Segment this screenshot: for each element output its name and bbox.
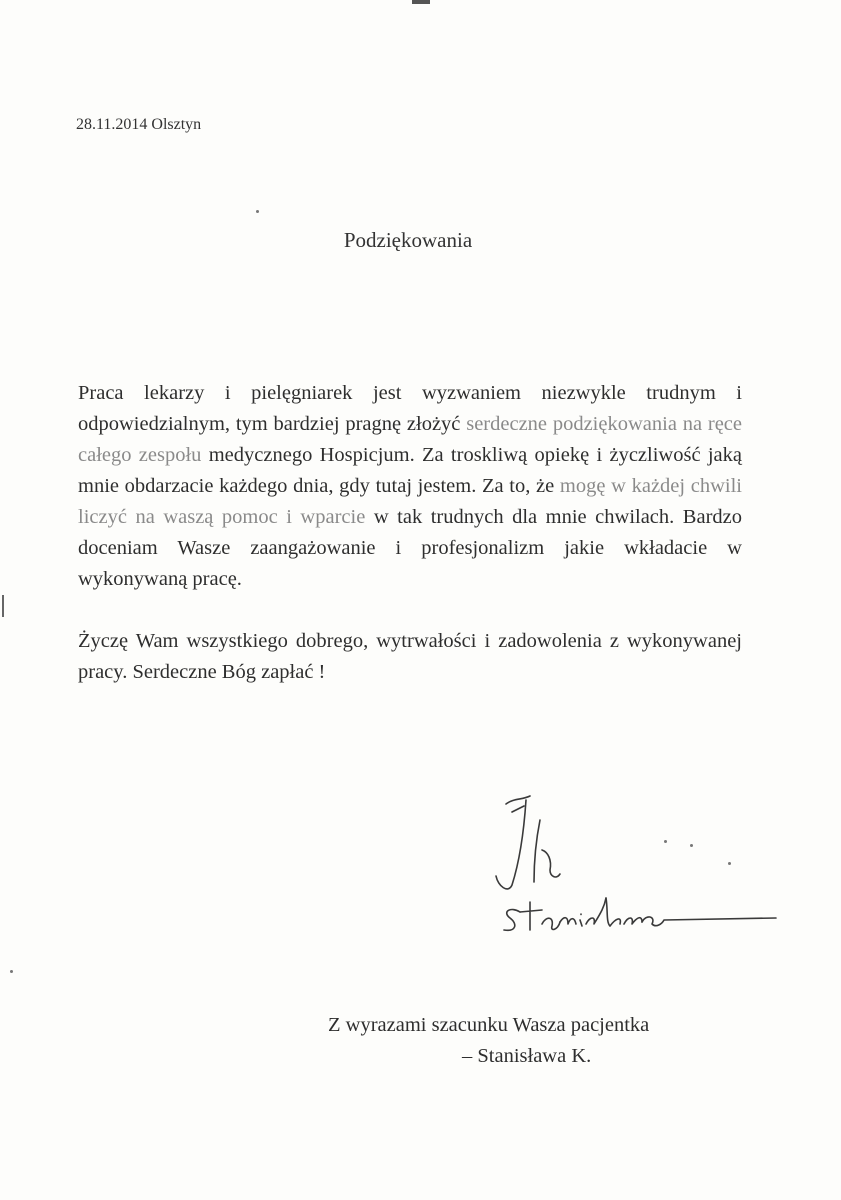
- letter-title: Podziękowania: [343, 228, 473, 252]
- scan-mark-left: [2, 595, 4, 617]
- paragraph-wishes: Życzę Wam wszystkiego dobrego, wytrwałości i zadowolenia z wykonywanej pracy. Serdeczne Bóg zapłać !: [78, 630, 742, 683]
- scan-speck: [256, 210, 259, 213]
- scan-speck: [10, 970, 13, 973]
- paragraph-thanks-part3: w tak trudnych dla mnie chwilach. Bardzo doceniam Wasze zaangażowanie i profesjonalizm jakie wkładacie w wykonywaną pracę.: [78, 506, 742, 590]
- closing-signature-name: – Stanisława K.: [462, 1045, 592, 1067]
- paragraph-thanks-faint1: serdeczne podziękowania na ręce całego zespołu: [78, 413, 742, 466]
- date-place: 28.11.2014 Olsztyn: [76, 116, 202, 133]
- handwritten-signature: [490, 790, 790, 960]
- letter-body: [78, 378, 742, 719]
- scan-speck: [664, 840, 667, 843]
- closing-block: [328, 1010, 748, 1072]
- closing-regards: Z wyrazami szacunku Wasza pacjentka: [328, 1014, 650, 1036]
- paragraph-thanks: [78, 378, 742, 595]
- paragraph-thanks-part1: Praca lekarzy i pielęgniarek jest wyzwaniem niezwykle trudnym i odpowiedzialnym, tym bardziej pragnę złożyć: [78, 382, 742, 435]
- scan-speck: [690, 844, 693, 847]
- scan-mark-top: [412, 0, 430, 4]
- paragraph-thanks-faint2: mogę w każdej chwili liczyć na waszą pomoc i wparcie: [78, 475, 742, 528]
- signature-drawing: [490, 790, 790, 960]
- paragraph-thanks-part2: medycznego Hospicjum. Za troskliwą opiekę i życzliwość jaką mnie obdarzacie każdego dnia, gdy tutaj jestem. Za to, że: [78, 444, 742, 497]
- scan-speck: [728, 862, 731, 865]
